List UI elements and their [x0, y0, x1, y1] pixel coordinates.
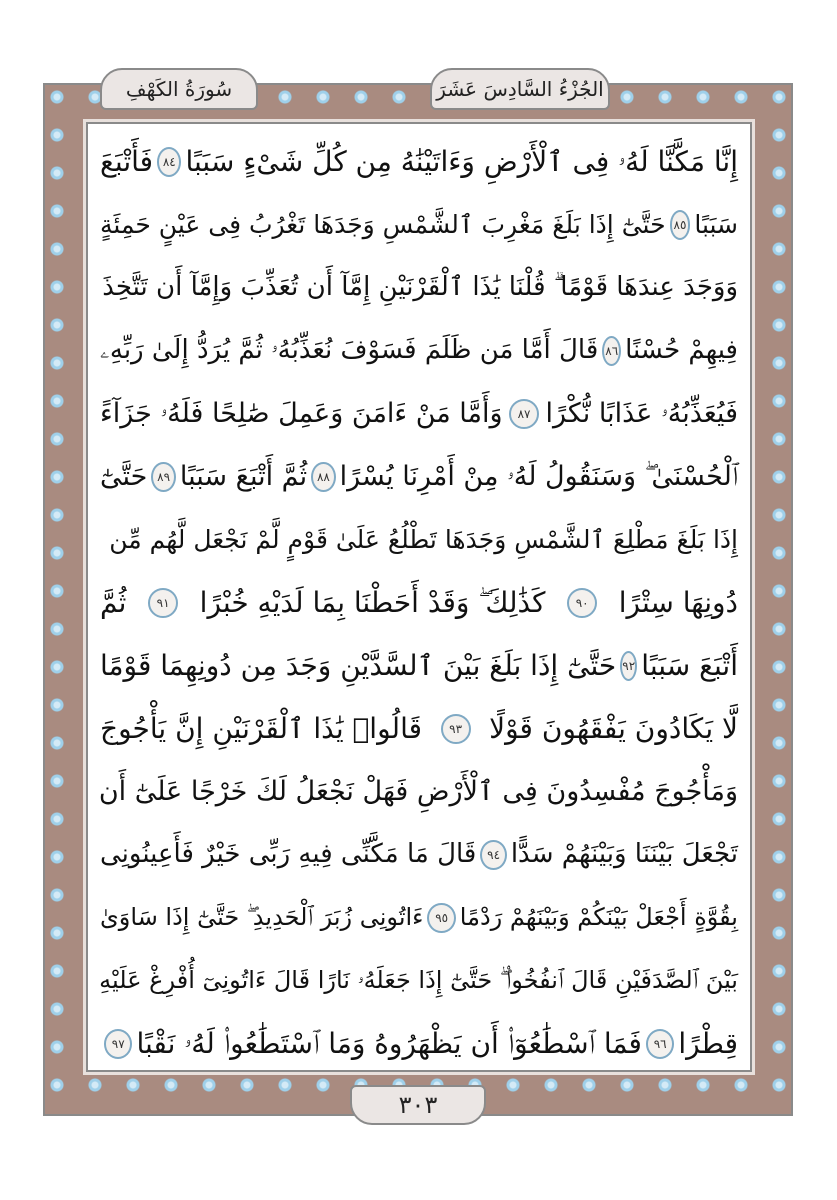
ayah-number-marker: ٩٢	[620, 651, 637, 681]
surah-name: سُورَةُ الكَهْفِ	[125, 77, 233, 101]
verse-text: إِذَا بَلَغَ مَطْلِعَ ٱلشَّمْسِ وَجَدَهَا تَطْلُعُ عَلَىٰ قَوْمٍ لَّمْ نَجْعَل لَّهُم مِّن	[109, 525, 738, 554]
verse-text: ءَاتُونِى زُبَرَ ٱلْحَدِيدِ ۖ حَتَّىٰٓ إِذَا سَاوَىٰ	[100, 903, 424, 931]
text-line	[100, 823, 738, 886]
verse-text: تَجْعَلَ بَيْنَنَا وَبَيْنَهُمْ سَدًّا	[510, 839, 738, 869]
ayah-number-marker: ٩٣	[441, 714, 471, 744]
text-line	[100, 193, 738, 256]
text-line	[100, 697, 738, 760]
ayah-number-marker: ٨٥	[670, 210, 691, 240]
ayah-number-marker: ٩٦	[646, 1029, 674, 1059]
page-number-box	[350, 1085, 486, 1125]
verse-text: وَأَمَّا مَنْ ءَامَنَ وَعَمِلَ صَٰلِحًا فَلَهُۥ جَزَآءً	[100, 398, 503, 429]
verse-text: قَالَ أَمَّا مَن ظَلَمَ فَسَوْفَ نُعَذِّبُهُۥ ثُمَّ يُرَدُّ إِلَىٰ رَبِّهِۦ	[100, 335, 599, 365]
quran-text	[100, 130, 738, 1075]
text-line	[100, 760, 738, 823]
verse-text: دُونِهَا سِتْرًا	[618, 586, 738, 619]
text-line	[100, 319, 738, 382]
text-line	[100, 571, 738, 634]
verse-text: ٱلْحُسْنَىٰ ۖ وَسَنَقُولُ لَهُۥ مِنْ أَمْرِنَا يُسْرًا	[339, 461, 738, 492]
verse-text: قِطْرًا	[678, 1027, 738, 1060]
ayah-number-marker: ٨٤	[157, 147, 181, 177]
page-number: ٣٠٣	[398, 1091, 438, 1119]
text-line	[100, 508, 738, 571]
verse-text: أَتْبَعَ سَبَبًا	[641, 649, 738, 682]
ayah-number-marker: ٩٤	[480, 840, 507, 870]
text-line	[100, 1012, 738, 1075]
text-line	[100, 949, 738, 1012]
verse-text: وَمَأْجُوجَ مُفْسِدُونَ فِى ٱلْأَرْضِ فَهَلْ نَجْعَلُ لَكَ خَرْجًا عَلَىٰٓ أَن	[98, 776, 738, 807]
verse-text: ثُمَّ	[100, 586, 127, 619]
ayah-number-marker: ٩١	[148, 588, 178, 618]
text-line	[100, 130, 738, 193]
text-line	[100, 256, 738, 319]
juz-name: الجُزْءُ السَّادِسَ عَشَرَ	[436, 77, 604, 101]
text-line	[100, 382, 738, 445]
surah-name-header	[100, 68, 258, 110]
verse-text: لَّا يَكَادُونَ يَفْقَهُونَ قَوْلًا	[489, 712, 738, 745]
text-line	[100, 886, 738, 949]
verse-text: حَتَّىٰٓ	[100, 461, 148, 492]
verse-text: حَتَّىٰٓ إِذَا بَلَغَ بَيْنَ ٱلسَّدَّيْنِ وَجَدَ مِن دُونِهِمَا قَوْمًا	[100, 649, 617, 682]
ayah-number-marker: ٩٥	[427, 903, 455, 933]
ayah-number-marker: ٨٨	[311, 462, 335, 492]
verse-text: وَوَجَدَ عِندَهَا قَوْمًا ۗ قُلْنَا يَٰذَا ٱلْقَرْنَيْنِ إِمَّآ أَن تُعَذِّبَ وَإِمَّآ أَن تَتَّخِذَ	[102, 272, 738, 302]
verse-text: حَتَّىٰٓ إِذَا بَلَغَ مَغْرِبَ ٱلشَّمْسِ وَجَدَهَا تَغْرُبُ فِى عَيْنٍ حَمِئَةٍ	[100, 210, 666, 239]
verse-text: كَذَٰلِكَ ۖ وَقَدْ أَحَطْنَا بِمَا لَدَيْهِ خُبْرًا	[199, 586, 546, 619]
verse-text: بِقُوَّةٍ أَجْعَلْ بَيْنَكُمْ وَبَيْنَهُمْ رَدْمًا	[459, 903, 738, 931]
ayah-number-marker: ٨٩	[151, 462, 175, 492]
verse-text: فَمَا ٱسْطَٰعُوٓا۟ أَن يَظْهَرُوهُ وَمَا ٱسْتَطَٰعُوا۟ لَهُۥ نَقْبًا	[136, 1027, 642, 1060]
text-line	[100, 634, 738, 697]
ayah-number-marker: ٩٠	[567, 588, 597, 618]
verse-text: سَبَبًا	[694, 210, 738, 239]
text-line	[100, 445, 738, 508]
ayah-number-marker: ٩٧	[104, 1029, 132, 1059]
verse-text: فِيهِمْ حُسْنًا	[625, 335, 738, 365]
verse-text: فَيُعَذِّبُهُۥ عَذَابًا نُّكْرًا	[545, 398, 738, 429]
juz-name-header	[430, 68, 610, 110]
ayah-number-marker: ٨٧	[509, 399, 539, 429]
verse-text: ثُمَّ أَتْبَعَ سَبَبًا	[179, 461, 308, 492]
verse-text: قَالُوا۟ يَٰذَا ٱلْقَرْنَيْنِ إِنَّ يَأْجُوجَ	[100, 712, 423, 745]
verse-text: بَيْنَ ٱلصَّدَفَيْنِ قَالَ ٱنفُخُوا۟ ۖ حَتَّىٰٓ إِذَا جَعَلَهُۥ نَارًا قَالَ ءَاتُونِىٓ أُفْرِغْ عَلَيْهِ	[99, 966, 738, 994]
verse-text: قَالَ مَا مَكَّنِّى فِيهِ رَبِّى خَيْرٌ فَأَعِينُونِى	[100, 839, 477, 869]
ayah-number-marker: ٨٦	[602, 336, 621, 366]
verse-text: فَأَتْبَعَ	[100, 145, 154, 178]
verse-text: إِنَّا مَكَّنَّا لَهُۥ فِى ٱلْأَرْضِ وَءَاتَيْنَٰهُ مِن كُلِّ شَىْءٍ سَبَبًا	[185, 145, 738, 178]
